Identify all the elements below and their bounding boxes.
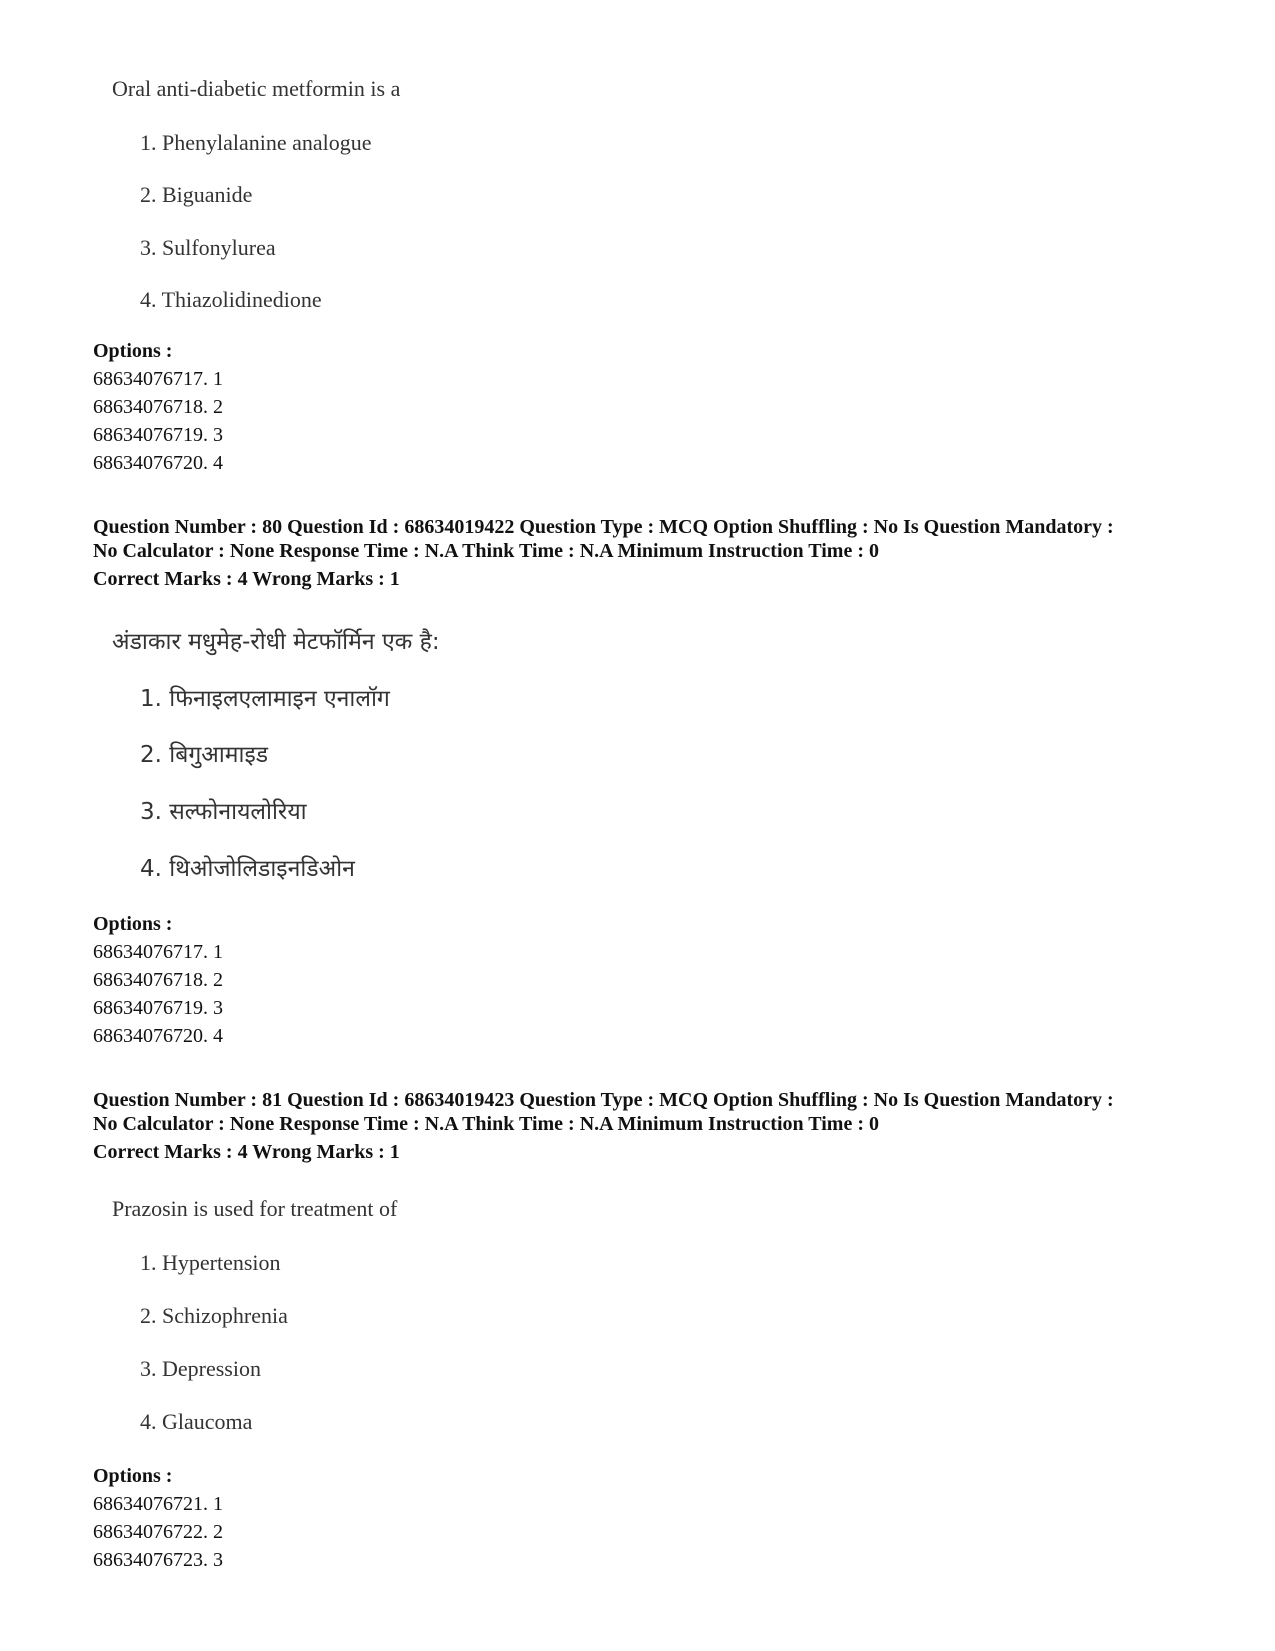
choice-1: 1. फिनाइलएलामाइन एनालॉग bbox=[140, 686, 390, 712]
question-stem: Oral anti-diabetic metformin is a bbox=[112, 76, 401, 101]
options-label: Options : bbox=[93, 340, 173, 362]
choice-1: 1. Hypertension bbox=[140, 1250, 281, 1275]
choice-1: 1. Phenylalanine analogue bbox=[140, 130, 372, 155]
option-id: 68634076720. 4 bbox=[93, 452, 223, 474]
question-stem: Prazosin is used for treatment of bbox=[112, 1196, 398, 1221]
option-id: 68634076722. 2 bbox=[93, 1521, 223, 1543]
choice-3: 3. Depression bbox=[140, 1356, 261, 1381]
question-meta-line2: No Calculator : None Response Time : N.A Think Time : N.A Minimum Instruction Time : 0 bbox=[93, 540, 879, 562]
question-meta-line1: Question Number : 81 Question Id : 68634019423 Question Type : MCQ Option Shuffling : No Is Question Mandatory : bbox=[93, 1089, 1114, 1111]
choice-2: 2. Schizophrenia bbox=[140, 1303, 288, 1328]
choice-3: 3. सल्फोनायलोरिया bbox=[140, 799, 307, 825]
question-marks: Correct Marks : 4 Wrong Marks : 1 bbox=[93, 1141, 400, 1163]
option-id: 68634076719. 3 bbox=[93, 424, 223, 446]
option-id: 68634076719. 3 bbox=[93, 997, 223, 1019]
option-id: 68634076718. 2 bbox=[93, 969, 223, 991]
option-id: 68634076721. 1 bbox=[93, 1493, 223, 1515]
question-meta-line1: Question Number : 80 Question Id : 68634019422 Question Type : MCQ Option Shuffling : No Is Question Mandatory : bbox=[93, 516, 1114, 538]
choice-2: 2. Biguanide bbox=[140, 182, 253, 207]
question-meta-line2: No Calculator : None Response Time : N.A Think Time : N.A Minimum Instruction Time : 0 bbox=[93, 1113, 879, 1135]
choice-2: 2. बिगुआमाइड bbox=[140, 742, 269, 768]
question-stem: अंडाकार मधुमेह-रोधी मेटफॉर्मिन एक है: bbox=[112, 629, 440, 655]
choice-4: 4. थिओजोलिडाइनडिओन bbox=[140, 856, 355, 882]
choice-4: 4. Glaucoma bbox=[140, 1409, 253, 1434]
choice-4: 4. Thiazolidinedione bbox=[140, 287, 322, 312]
choice-3: 3. Sulfonylurea bbox=[140, 235, 276, 260]
option-id: 68634076720. 4 bbox=[93, 1025, 223, 1047]
options-label: Options : bbox=[93, 913, 173, 935]
question-marks: Correct Marks : 4 Wrong Marks : 1 bbox=[93, 568, 400, 590]
option-id: 68634076718. 2 bbox=[93, 396, 223, 418]
option-id: 68634076723. 3 bbox=[93, 1549, 223, 1571]
option-id: 68634076717. 1 bbox=[93, 368, 223, 390]
options-label: Options : bbox=[93, 1465, 173, 1487]
option-id: 68634076717. 1 bbox=[93, 941, 223, 963]
